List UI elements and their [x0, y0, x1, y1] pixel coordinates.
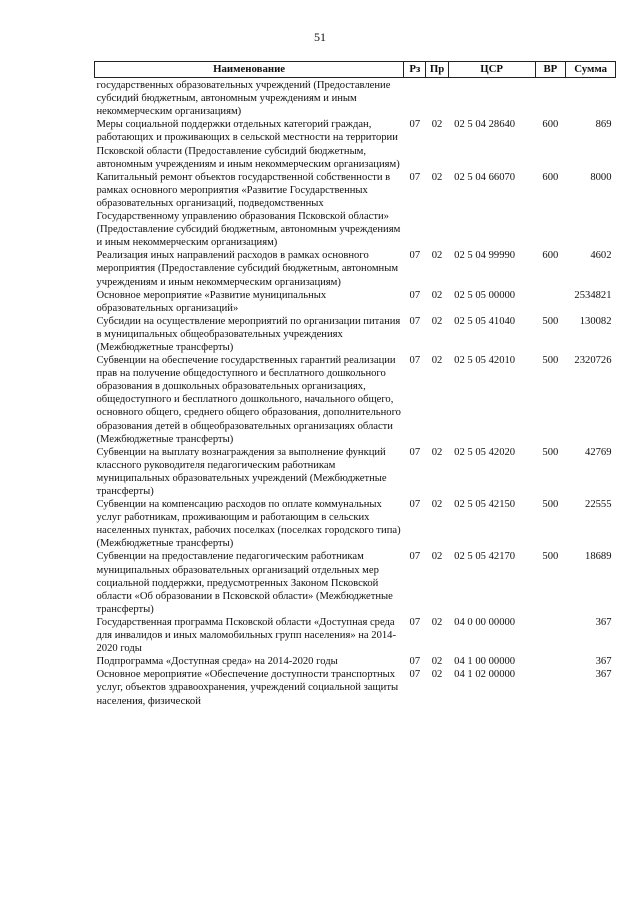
row-sum: 22555 [585, 499, 612, 511]
row-rz [404, 78, 426, 119]
row-rz: 07 [409, 446, 421, 458]
row-vr [535, 655, 566, 668]
row-vr: 600 [542, 171, 559, 183]
row-csr: 04 1 00 00000 [454, 656, 516, 668]
row-name: Субвенции на компенсацию расходов по оплате коммунальных услуг работникам, проживающим и работающим в сельских населенных пунктах, рабочих поселках (поселках городского типа) (Межбюджетные трансферты) [96, 499, 401, 550]
row-rz: 07 [409, 616, 421, 628]
row-pr: 02 [431, 656, 443, 668]
row-vr [535, 616, 566, 655]
row-sum: 18689 [585, 551, 612, 563]
row-rz: 07 [409, 171, 421, 183]
table-row [95, 118, 616, 170]
row-sum: 367 [595, 656, 612, 668]
row-sum: 367 [595, 669, 612, 681]
row-csr: 02 5 04 28640 [454, 119, 516, 131]
row-pr: 02 [431, 171, 443, 183]
table-row [95, 249, 616, 288]
row-vr: 500 [542, 551, 559, 563]
row-name: государственных образовательных учреждений (Предоставление субсидий бюджетным, автономным учреждениям и иным некоммерческим организациям) [96, 80, 391, 118]
row-name: Государственная программа Псковской области «Доступная среда для инвалидов и иных маломобильных групп населения» на 2014-2020 годы [96, 616, 396, 655]
row-name: Меры социальной поддержки отдельных категорий граждан, работающих и проживающих в сельской местности на территории Псковской области (Предоставление субсидий бюджетным, автономным учреждениям и иным некоммерческим организациям) [96, 119, 400, 170]
row-sum: 2320726 [574, 355, 612, 367]
row-pr: 02 [431, 289, 443, 301]
row-pr: 02 [431, 499, 443, 511]
row-csr: 02 5 05 42170 [454, 551, 516, 563]
row-csr: 02 5 04 66070 [454, 171, 516, 183]
row-csr: 04 0 00 00000 [454, 616, 516, 628]
header-csr: ЦСР [448, 62, 535, 78]
row-sum: 869 [595, 119, 612, 131]
table-row [95, 446, 616, 498]
row-name: Субвенции на выплату вознаграждения за выполнение функций классного руководителя педагогическим работникам муниципальных образовательных учреждений (Межбюджетные трансферты) [96, 446, 387, 497]
row-rz: 07 [409, 669, 421, 681]
row-vr [535, 289, 566, 315]
row-csr: 02 5 05 41040 [454, 315, 516, 327]
row-pr: 02 [431, 446, 443, 458]
header-pr: Пр [426, 62, 448, 78]
row-pr: 02 [431, 616, 443, 628]
row-sum: 8000 [590, 171, 612, 183]
row-name: Субвенции на предоставление педагогическим работникам муниципальных образовательных организаций отдельных мер социальной поддержки, предусмотренных Законом Псковской области «Об образовании в Псковской области» (Межбюджетные трансферты) [96, 551, 393, 615]
page-number: 51 [314, 30, 326, 44]
row-rz: 07 [409, 289, 421, 301]
row-csr: 02 5 05 00000 [454, 289, 516, 301]
table-row [95, 616, 616, 655]
row-vr: 500 [542, 355, 559, 367]
row-vr: 600 [542, 250, 559, 262]
row-csr: 02 5 05 42020 [454, 446, 516, 458]
row-rz: 07 [409, 315, 421, 327]
row-vr: 500 [542, 499, 559, 511]
row-vr: 500 [542, 446, 559, 458]
table-row [95, 289, 616, 315]
row-rz: 07 [409, 656, 421, 668]
row-sum: 2534821 [574, 289, 612, 301]
row-name: Основное мероприятие «Развитие муниципальных образовательных организаций» [96, 289, 327, 314]
table-header-row [95, 62, 616, 78]
row-pr: 02 [431, 315, 443, 327]
row-pr: 02 [431, 250, 443, 262]
row-vr: 500 [542, 315, 559, 327]
row-sum: 4602 [590, 250, 612, 262]
header-sum: Сумма [566, 62, 616, 78]
row-csr: 02 5 05 42010 [454, 355, 516, 367]
header-vr: ВР [535, 62, 566, 78]
row-rz: 07 [409, 551, 421, 563]
row-csr: 02 5 04 99990 [454, 250, 516, 262]
row-rz: 07 [409, 355, 421, 367]
row-sum: 130082 [579, 315, 612, 327]
row-pr: 02 [431, 669, 443, 681]
row-pr [426, 78, 448, 119]
row-rz: 07 [409, 499, 421, 511]
row-csr: 04 1 02 00000 [454, 669, 516, 681]
table-row [95, 668, 616, 707]
table-row [95, 171, 616, 250]
row-rz: 07 [409, 250, 421, 262]
row-pr: 02 [431, 551, 443, 563]
row-pr: 02 [431, 119, 443, 131]
row-pr: 02 [431, 355, 443, 367]
row-csr [448, 78, 535, 119]
row-vr [535, 668, 566, 707]
row-vr: 600 [542, 119, 559, 131]
row-name: Реализация иных направлений расходов в рамках основного мероприятия (Предоставление субсидий бюджетным, автономным учреждениям и иным некоммерческим организациям) [96, 250, 399, 288]
row-csr: 02 5 05 42150 [454, 499, 516, 511]
header-name: Наименование [95, 62, 404, 78]
table-row [95, 315, 616, 354]
row-rz: 07 [409, 119, 421, 131]
table-row [95, 655, 616, 668]
table-row [95, 354, 616, 446]
row-vr [535, 78, 566, 119]
table-row [95, 78, 616, 119]
table-row [95, 550, 616, 615]
row-sum [566, 78, 616, 119]
row-name: Капитальный ремонт объектов государственной собственности в рамках основного мероприятия «Развитие Государственных образовательных организаций, подведомственных Государственному управлению образования Псковской области» (Предоставление субсидий бюджетным, автономным учреждениям и иным некоммерческим организациям) [96, 171, 401, 249]
row-name: Основное мероприятие «Обеспечение доступности транспортных услуг, объектов здравоохранения, учреждений социальной защиты населения, физической [96, 669, 399, 707]
row-name: Субвенции на обеспечение государственных гарантий реализации прав на получение общедоступного и бесплатного дошкольного образования в дошкольных образовательных организациях, общедоступного и бесплатного дошкольного, начального общего, основного общего, среднего общего образования, дополнительного образования детей в общеобразовательных организациях области (Межбюджетные трансферты) [96, 355, 401, 445]
row-sum: 367 [595, 616, 612, 628]
table-row [95, 498, 616, 550]
row-sum: 42769 [585, 446, 612, 458]
budget-table [94, 61, 616, 708]
row-name: Субсидии на осуществление мероприятий по организации питания в муниципальных общеобразовательных учреждениях (Межбюджетные трансферты) [96, 315, 401, 353]
header-rz: Рз [404, 62, 426, 78]
row-name: Подпрограмма «Доступная среда» на 2014-2020 годы [96, 656, 338, 668]
